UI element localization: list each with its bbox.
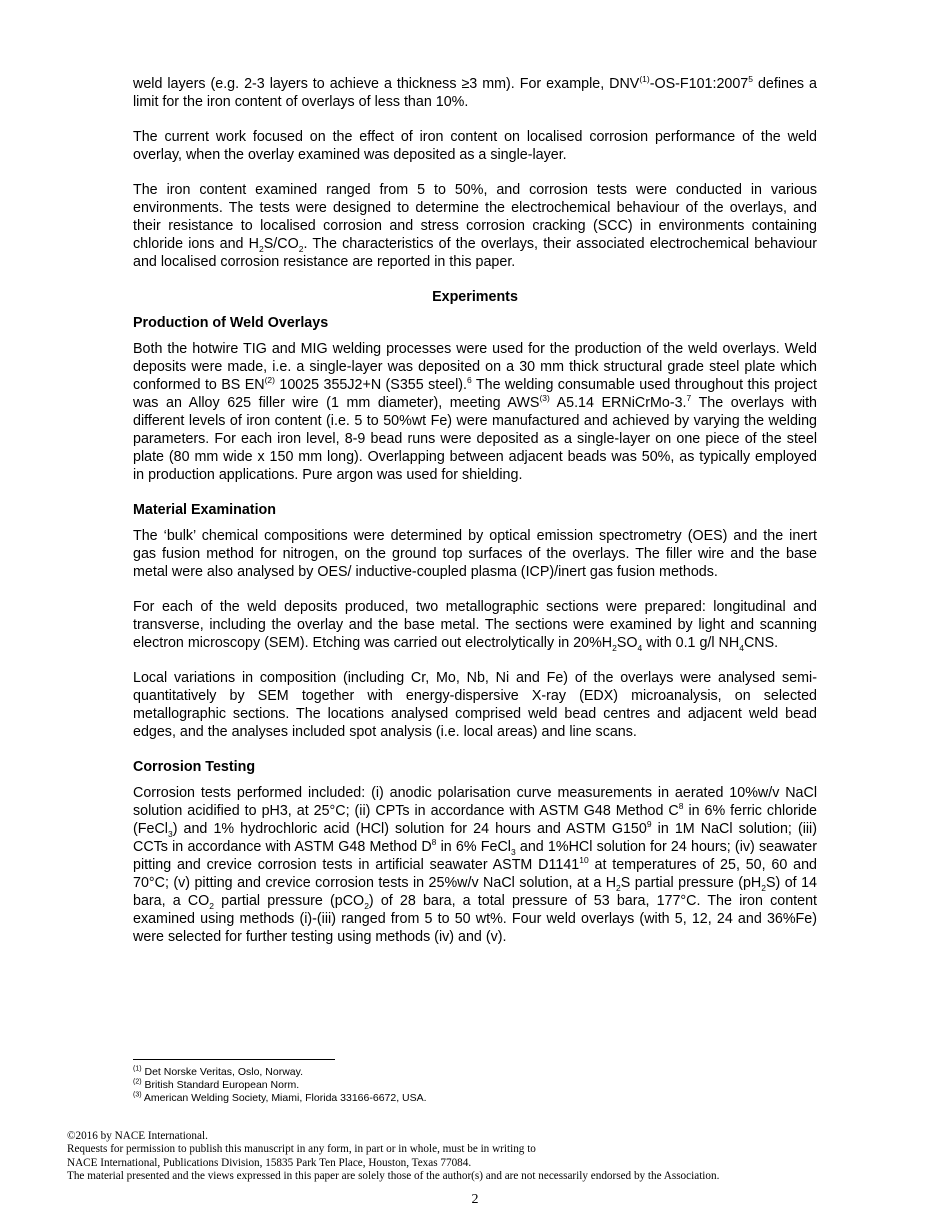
intro-paragraph-3: [133, 181, 817, 271]
subscript: 3: [510, 846, 516, 857]
footnote-3: [133, 1092, 733, 1105]
subscript: 4: [637, 642, 643, 653]
text-run: CNS.: [743, 635, 779, 651]
subscript: 2: [298, 243, 304, 254]
text-run: S) of 14 bara, a CO: [133, 875, 817, 909]
text-run: at temperatures of 25, 50, 60 and 70°C; (v) pitting and crevice corrosion tests in 25%w/v NaCl solution, at a H: [133, 857, 817, 891]
footnote-2: [133, 1079, 733, 1092]
copyright-line: Requests for permission to publish this manuscript in any form, in part or in whole, must be in writing to: [67, 1143, 536, 1156]
text-run: ) of 28 bara, a total pressure of 53 bara, 177°C. The iron content examined using methods (i)-(iii) ranged from 5 to 50 wt%. Four weld overlays (with 5, 12, 24 and 36%Fe) were selected for further testing using methods (iv) and (v).: [133, 893, 817, 945]
subscript: 2: [364, 900, 369, 911]
citation-ref: 8: [431, 837, 437, 848]
text-run: -OS-F101:2007: [649, 76, 749, 92]
material-paragraph-3: Local variations in composition (including Cr, Mo, Nb, Ni and Fe) of the overlays were analysed semi-quantitatively by SEM together with energy-dispersive X-ray (EDX) microanalysis, on selected metallographic sections. The locations analysed comprised weld bead centres and adjacent weld bead edges, and the analyses included spot analysis (i.e. local areas) and line scans.: [133, 670, 817, 740]
text-run: weld layers (e.g. 2-3 layers to achieve a thickness ≥3 mm). For example, DNV: [133, 76, 640, 92]
text-run: A5.14 ERNiCrMo-3.: [549, 395, 687, 411]
text-run: The welding consumable used throughout this project was an Alloy 625 filler wire (1 mm diameter), meeting AWS: [133, 377, 817, 411]
subsection-heading-corrosion: Corrosion Testing: [133, 759, 256, 775]
material-paragraph-1: The ‘bulk’ chemical compositions were determined by optical emission spectrometry (OES) and the inert gas fusion method for nitrogen, on the ground top surfaces of the overlays. The filler wire and the base metal were also analysed by OES/ inductive-coupled plasma (ICP)/inert gas fusion methods.: [133, 528, 817, 580]
footnote-divider: [133, 1059, 335, 1060]
citation-ref: 5: [748, 74, 753, 85]
footnote-text: British Standard European Norm.: [141, 1079, 300, 1091]
text-run: ) and 1% hydrochloric acid (HCl) solution for 24 hours and ASTM G150: [172, 821, 647, 837]
subscript: 2: [616, 882, 621, 893]
subscript: 2: [259, 243, 264, 254]
intro-paragraph-1: [133, 75, 817, 111]
subscript: 2: [209, 900, 215, 911]
footnote-text: Det Norske Veritas, Oslo, Norway.: [141, 1066, 303, 1078]
footnote-ref: (3): [539, 393, 550, 404]
copyright-line: The material presented and the views expressed in this paper are solely those of the author(s) and are not necessarily endorsed by the Association.: [67, 1169, 720, 1182]
citation-ref: 10: [579, 855, 589, 866]
intro-paragraph-2: The current work focused on the effect of iron content on localised corrosion performance of the weld overlay, when the overlay examined was deposited as a single-layer.: [133, 129, 817, 163]
text-run: The iron content examined ranged from 5 to 50%, and corrosion tests were conducted in various environments. The tests were designed to determine the electrochemical behaviour of the overlays, and their resistance to localised corrosion and stress corrosion cracking (SCC) in environments containing chloride ions and H: [133, 182, 817, 252]
subscript: 2: [761, 882, 766, 893]
production-paragraph: [133, 340, 817, 484]
body-column: [133, 75, 817, 963]
footnotes: [133, 1059, 733, 1105]
text-run: defines a limit for the iron content of overlays of less than 10%.: [133, 76, 817, 110]
text-run: S partial pressure (pH: [620, 875, 762, 891]
citation-ref: 9: [646, 819, 652, 830]
page-number: 2: [471, 1192, 479, 1207]
subscript: 2: [612, 642, 617, 653]
text-run: The overlays with different levels of iron content (i.e. 5 to 50%wt Fe) were manufactured and achieved by varying the welding parameters. For each iron level, 8-9 bead runs were deposited as a single-layer on one piece of the steel plate (80 mm wide x 150 mm long). Overlapping between adjacent beads was 50%, as typically employed in production applications. Pure argon was used for shielding.: [133, 395, 817, 483]
footnote-1: [133, 1066, 733, 1079]
footnote-ref: (2): [264, 375, 275, 386]
text-run: Corrosion tests performed included: (i) anodic polarisation curve measurements in aerated 10%w/v NaCl solution acidified to pH3, at 25°C; (ii) CPTs in accordance with ASTM G48 Method C: [133, 785, 817, 819]
section-heading-experiments: Experiments: [432, 289, 518, 305]
text-run: in 6% FeCl: [436, 839, 511, 855]
subscript: 4: [739, 642, 744, 653]
text-run: partial pressure (pCO: [214, 893, 365, 909]
text-run: S/CO: [263, 236, 299, 252]
copyright-line: NACE International, Publications Division, 15835 Park Ten Place, Houston, Texas 77084.: [67, 1156, 472, 1169]
citation-ref: 6: [467, 375, 472, 386]
corrosion-paragraph: [133, 784, 817, 946]
footnote-mark: (1): [133, 1065, 142, 1073]
text-run: in 1M NaCl solution; (iii) CCTs in accordance with ASTM G48 Method D: [133, 821, 817, 855]
text-run: in 6% ferric chloride (FeCl: [133, 803, 817, 837]
text-run: SO: [616, 635, 638, 651]
citation-ref: 7: [686, 393, 692, 404]
footnote-mark: (2): [133, 1078, 142, 1086]
text-run: 10025 355J2+N (S355 steel).: [274, 377, 468, 393]
text-run: . The characteristics of the overlays, their associated electrochemical behaviour and localised corrosion resistance are reported in this paper.: [133, 236, 817, 270]
footnote-mark: (3): [133, 1091, 142, 1099]
copyright-line: ©2016 by NACE International.: [67, 1130, 208, 1142]
copyright-notice: [67, 1130, 887, 1183]
text-run: For each of the weld deposits produced, two metallographic sections were prepared: longitudinal and transverse, including the overlay and the base metal. The sections were examined by light and scanning electron microscopy (SEM). Etching was carried out electrolytically in 20%H: [133, 599, 817, 651]
footnote-ref: (1): [639, 74, 650, 85]
text-run: and 1%HCl solution for 24 hours; (iv) seawater pitting and crevice corrosion tests in artificial seawater ASTM D1141: [133, 839, 817, 873]
text-run: with 0.1 g/l NH: [642, 635, 740, 651]
material-paragraph-2: [133, 598, 817, 652]
subsection-heading-material: Material Examination: [133, 502, 277, 518]
citation-ref: 8: [678, 801, 684, 812]
subscript: 3: [167, 828, 173, 839]
footnote-text: American Welding Society, Miami, Florida 33166-6672, USA.: [141, 1092, 427, 1104]
subsection-heading-production: Production of Weld Overlays: [133, 315, 329, 331]
text-run: Both the hotwire TIG and MIG welding processes were used for the production of the weld overlays. Weld deposits were made, i.e. a single-layer was deposited on a 30 mm thick structural grade steel plate which conformed to BS EN: [133, 341, 817, 393]
